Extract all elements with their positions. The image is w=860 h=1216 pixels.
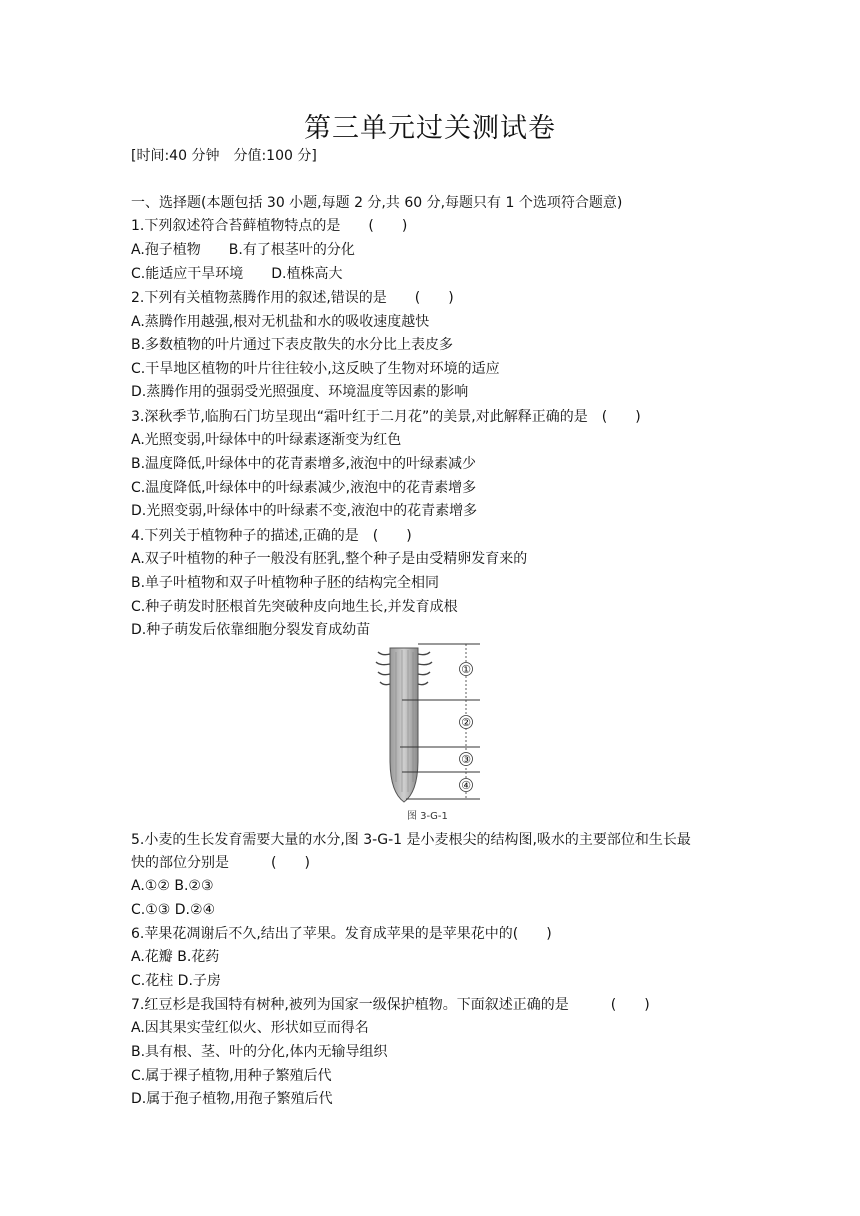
question-2-option-c: C.干旱地区植物的叶片往往较小,这反映了生物对环境的适应 — [131, 361, 500, 377]
question-2-option-d: D.蒸腾作用的强弱受光照强度、环境温度等因素的影响 — [131, 384, 469, 400]
question-3-stem: 3.深秋季节,临朐石门坊呈现出“霜叶红于二月花”的美景,对此解释正确的是 ( ) — [131, 409, 641, 425]
question-2-option-b: B.多数植物的叶片通过下表皮散失的水分比上表皮多 — [131, 337, 454, 353]
section-heading: 一、选择题(本题包括 30 小题,每题 2 分,共 60 分,每题只有 1 个选项符合题意) — [131, 195, 623, 211]
question-3-option-d: D.光照变弱,叶绿体中的叶绿素不变,液泡中的花青素增多 — [131, 503, 478, 519]
zone-label-2: ② — [461, 716, 471, 729]
question-1-options-cd: C.能适应干旱环境 D.植株高大 — [131, 266, 343, 282]
figure-caption: 图 3-G-1 — [407, 811, 448, 822]
question-6-stem: 6.苹果花凋谢后不久,结出了苹果。发育成苹果的是苹果花中的( ) — [131, 926, 552, 942]
question-3-option-b: B.温度降低,叶绿体中的花青素增多,液泡中的叶绿素减少 — [131, 456, 476, 472]
question-3-option-c: C.温度降低,叶绿体中的叶绿素减少,液泡中的花青素增多 — [131, 480, 477, 496]
question-7-option-c: C.属于裸子植物,用种子繁殖后代 — [131, 1068, 332, 1084]
question-2-stem: 2.下列有关植物蒸腾作用的叙述,错误的是 ( ) — [131, 290, 454, 306]
question-4-option-a: A.双子叶植物的种子一般没有胚乳,整个种子是由受精卵发育来的 — [131, 551, 528, 567]
root-tip-figure — [372, 642, 490, 804]
question-7-stem: 7.红豆杉是我国特有树种,被列为国家一级保护植物。下面叙述正确的是 ( ) — [131, 997, 650, 1013]
question-3-option-a: A.光照变弱,叶绿体中的叶绿素逐渐变为红色 — [131, 432, 402, 448]
zone-label-1: ① — [461, 663, 471, 676]
question-7-option-a: A.因其果实莹红似火、形状如豆而得名 — [131, 1020, 369, 1036]
question-7-option-d: D.属于孢子植物,用孢子繁殖后代 — [131, 1091, 333, 1107]
zone-label-3: ③ — [461, 753, 471, 766]
question-5-stem-continued: 快的部位分别是 ( ) — [131, 855, 310, 871]
question-6-options-ab: A.花瓣 B.花药 — [131, 949, 220, 965]
exam-meta: [时间:40 分钟 分值:100 分] — [131, 148, 317, 164]
question-2-option-a: A.蒸腾作用越强,根对无机盐和水的吸收速度越快 — [131, 314, 430, 330]
question-5-options-cd: C.①③ D.②④ — [131, 902, 216, 918]
question-4-option-d: D.种子萌发后依靠细胞分裂发育成幼苗 — [131, 622, 371, 638]
question-4-option-b: B.单子叶植物和双子叶植物种子胚的结构完全相同 — [131, 575, 440, 591]
question-6-options-cd: C.花柱 D.子房 — [131, 973, 221, 989]
root-body-shape — [390, 648, 418, 802]
question-5-stem: 5.小麦的生长发育需要大量的水分,图 3-G-1 是小麦根尖的结构图,吸水的主要部位和生长最 — [131, 832, 691, 848]
question-4-option-c: C.种子萌发时胚根首先突破种皮向地生长,并发育成根 — [131, 599, 458, 615]
question-1-stem: 1.下列叙述符合苔藓植物特点的是 ( ) — [131, 218, 408, 234]
question-5-options-ab: A.①② B.②③ — [131, 878, 214, 894]
zone-label-4: ④ — [461, 779, 471, 792]
question-4-stem: 4.下列关于植物种子的描述,正确的是 ( ) — [131, 528, 412, 544]
page-title: 第三单元过关测试卷 — [304, 113, 556, 144]
question-1-options-ab: A.孢子植物 B.有了根茎叶的分化 — [131, 242, 355, 258]
question-7-option-b: B.具有根、茎、叶的分化,体内无输导组织 — [131, 1044, 388, 1060]
